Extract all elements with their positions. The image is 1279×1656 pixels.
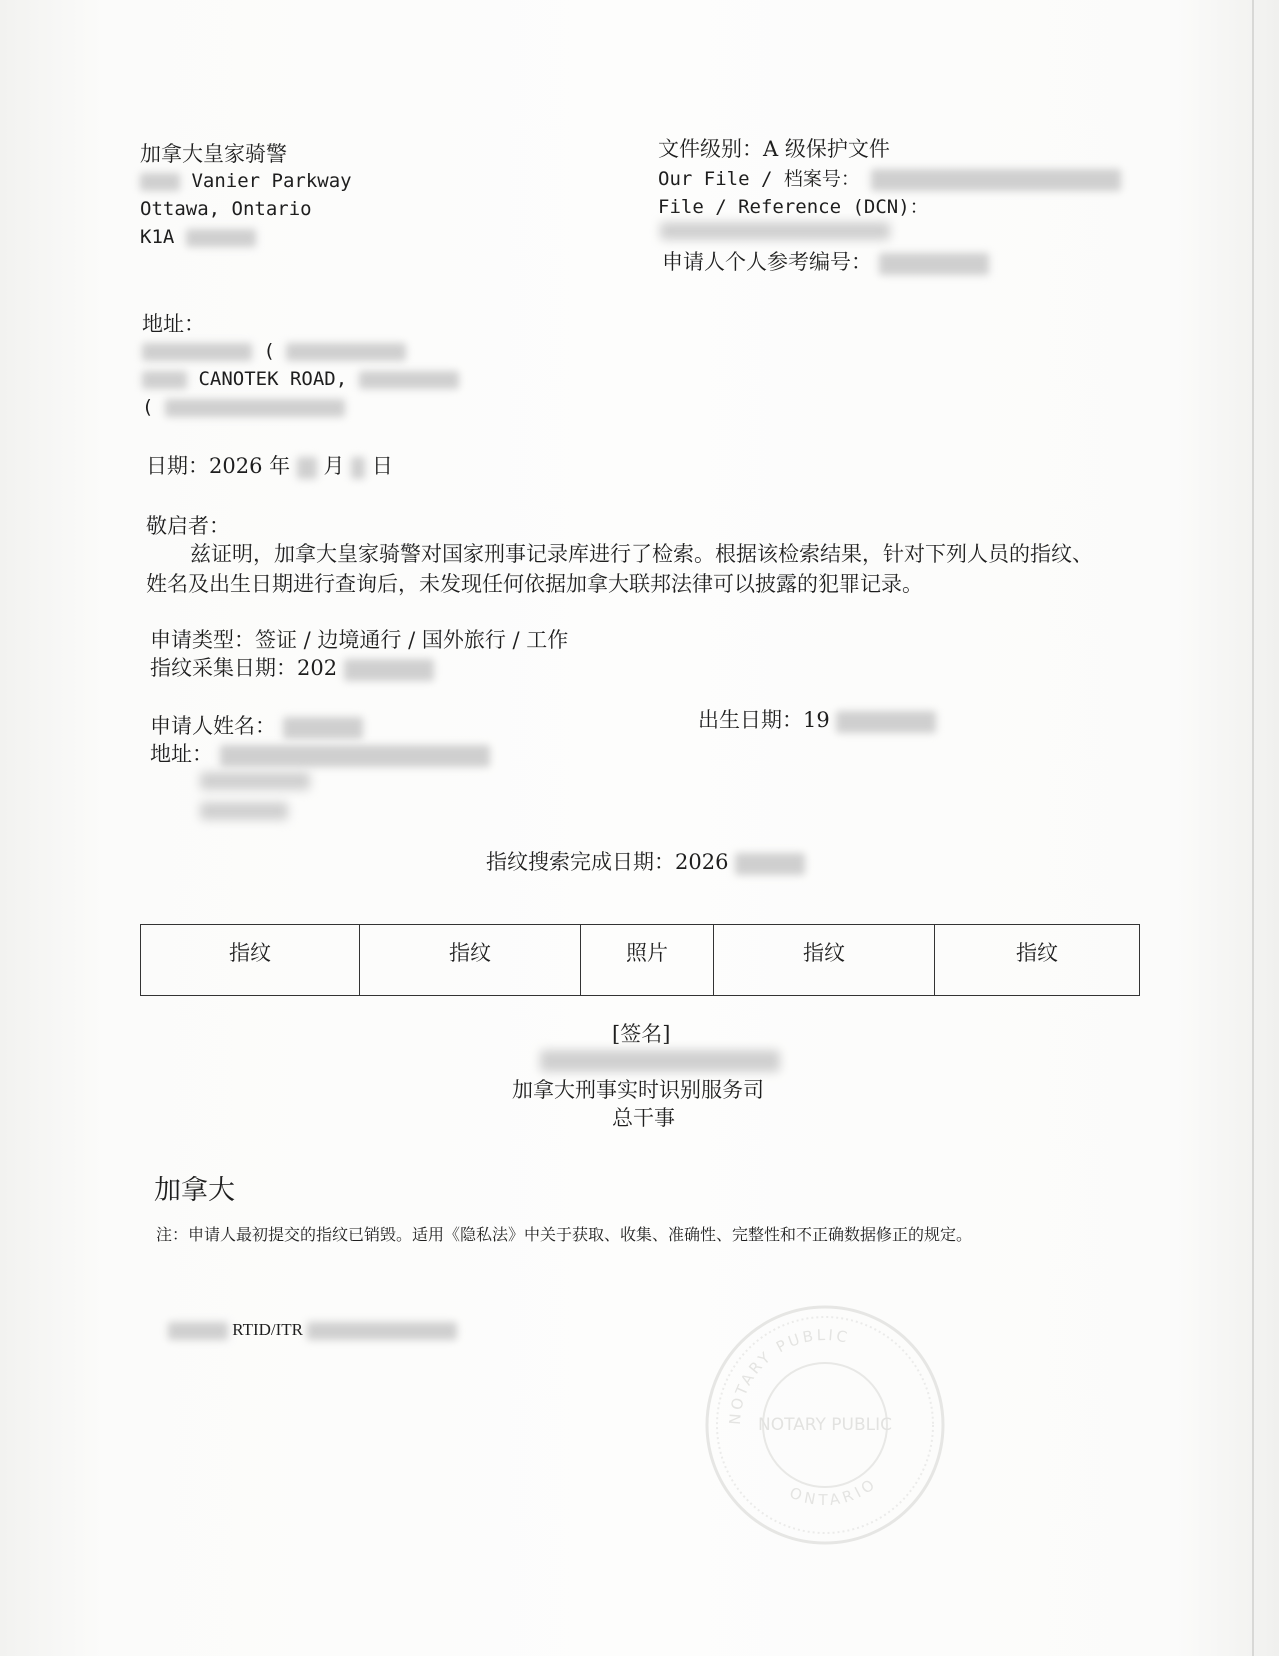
signature-label: [签名] xyxy=(612,1022,671,1046)
redaction xyxy=(165,399,345,417)
recipient-label: 地址： xyxy=(142,312,205,336)
document-code: RTID/ITR xyxy=(168,1320,457,1340)
table-cell-fingerprint-2: 指纹 xyxy=(360,925,581,996)
redaction xyxy=(140,173,180,191)
signature-redaction xyxy=(540,1050,780,1072)
table-cell-fingerprint-3: 指纹 xyxy=(714,925,935,996)
org-city: Ottawa, Ontario xyxy=(140,198,312,220)
recipient-line-1: ( xyxy=(142,340,406,362)
applicant-reference: 申请人个人参考编号： xyxy=(662,248,989,276)
table-cell-fingerprint-4: 指纹 xyxy=(935,925,1140,996)
applicant-name: 申请人姓名： xyxy=(150,712,363,740)
table-cell-fingerprint-1: 指纹 xyxy=(141,925,360,996)
applicant-address: 地址： xyxy=(150,740,490,768)
page-edge xyxy=(1252,0,1254,1656)
svg-text:NOTARY PUBLIC: NOTARY PUBLIC xyxy=(757,1415,893,1435)
privacy-note: 注：申请人最初提交的指纹已销毁。适用《隐私法》中关于获取、收集、准确性、完整性和不正确数据修正的规定。 xyxy=(156,1225,973,1244)
redaction xyxy=(307,1322,457,1340)
redaction xyxy=(871,169,1121,191)
date-of-birth: 出生日期：19 xyxy=(698,706,936,734)
signature-org: 加拿大刑事实时识别服务司 xyxy=(512,1078,764,1102)
org-street: Vanier Parkway xyxy=(140,170,352,192)
org-name: 加拿大皇家骑警 xyxy=(140,142,287,166)
redaction xyxy=(286,343,406,361)
letter-date: 日期：2026 年 月 日 xyxy=(146,454,393,478)
table-cell-photo: 照片 xyxy=(581,925,714,996)
redaction xyxy=(200,772,310,790)
application-type: 申请类型：签证 / 边境通行 / 国外旅行 / 工作 xyxy=(150,628,569,652)
redaction xyxy=(283,717,363,739)
redaction xyxy=(359,371,459,389)
file-reference: File / Reference (DCN)： xyxy=(658,196,929,218)
redaction xyxy=(168,1322,228,1340)
fingerprint-date: 指纹采集日期：202 xyxy=(150,654,434,682)
redaction xyxy=(660,222,890,240)
notary-seal-icon xyxy=(700,1300,950,1550)
recipient-line-3: ( xyxy=(142,396,345,418)
redaction xyxy=(186,229,256,247)
file-level: 文件级别：A 级保护文件 xyxy=(658,137,890,161)
redaction xyxy=(344,659,434,681)
our-file: Our File / 档案号： xyxy=(658,164,1121,191)
redaction xyxy=(836,711,936,733)
redaction xyxy=(200,802,288,820)
org-postal: K1A xyxy=(140,226,256,248)
redaction xyxy=(142,343,252,361)
svg-text:NOTARY PUBLIC: NOTARY PUBLIC xyxy=(725,1325,852,1426)
redaction xyxy=(220,745,490,767)
redaction xyxy=(879,253,989,275)
search-complete-date: 指纹搜索完成日期：2026 xyxy=(486,848,805,876)
recipient-line-2: CANOTEK ROAD, xyxy=(142,368,459,390)
salutation: 敬启者： xyxy=(146,514,230,538)
redaction xyxy=(351,457,365,479)
redaction xyxy=(735,853,805,875)
signature-title: 总干事 xyxy=(612,1106,675,1130)
svg-text:ONTARIO: ONTARIO xyxy=(787,1473,881,1510)
redaction xyxy=(142,371,187,389)
canada-wordmark: 加拿大 xyxy=(154,1175,235,1206)
fingerprint-table xyxy=(140,924,1140,996)
body-paragraph-line-1: 兹证明，加拿大皇家骑警对国家刑事记录库进行了检索。根据该检索结果，针对下列人员的指纹、 xyxy=(190,542,1093,566)
body-paragraph-line-2: 姓名及出生日期进行查询后，未发现任何依据加拿大联邦法律可以披露的犯罪记录。 xyxy=(146,572,923,596)
redaction xyxy=(297,457,317,479)
